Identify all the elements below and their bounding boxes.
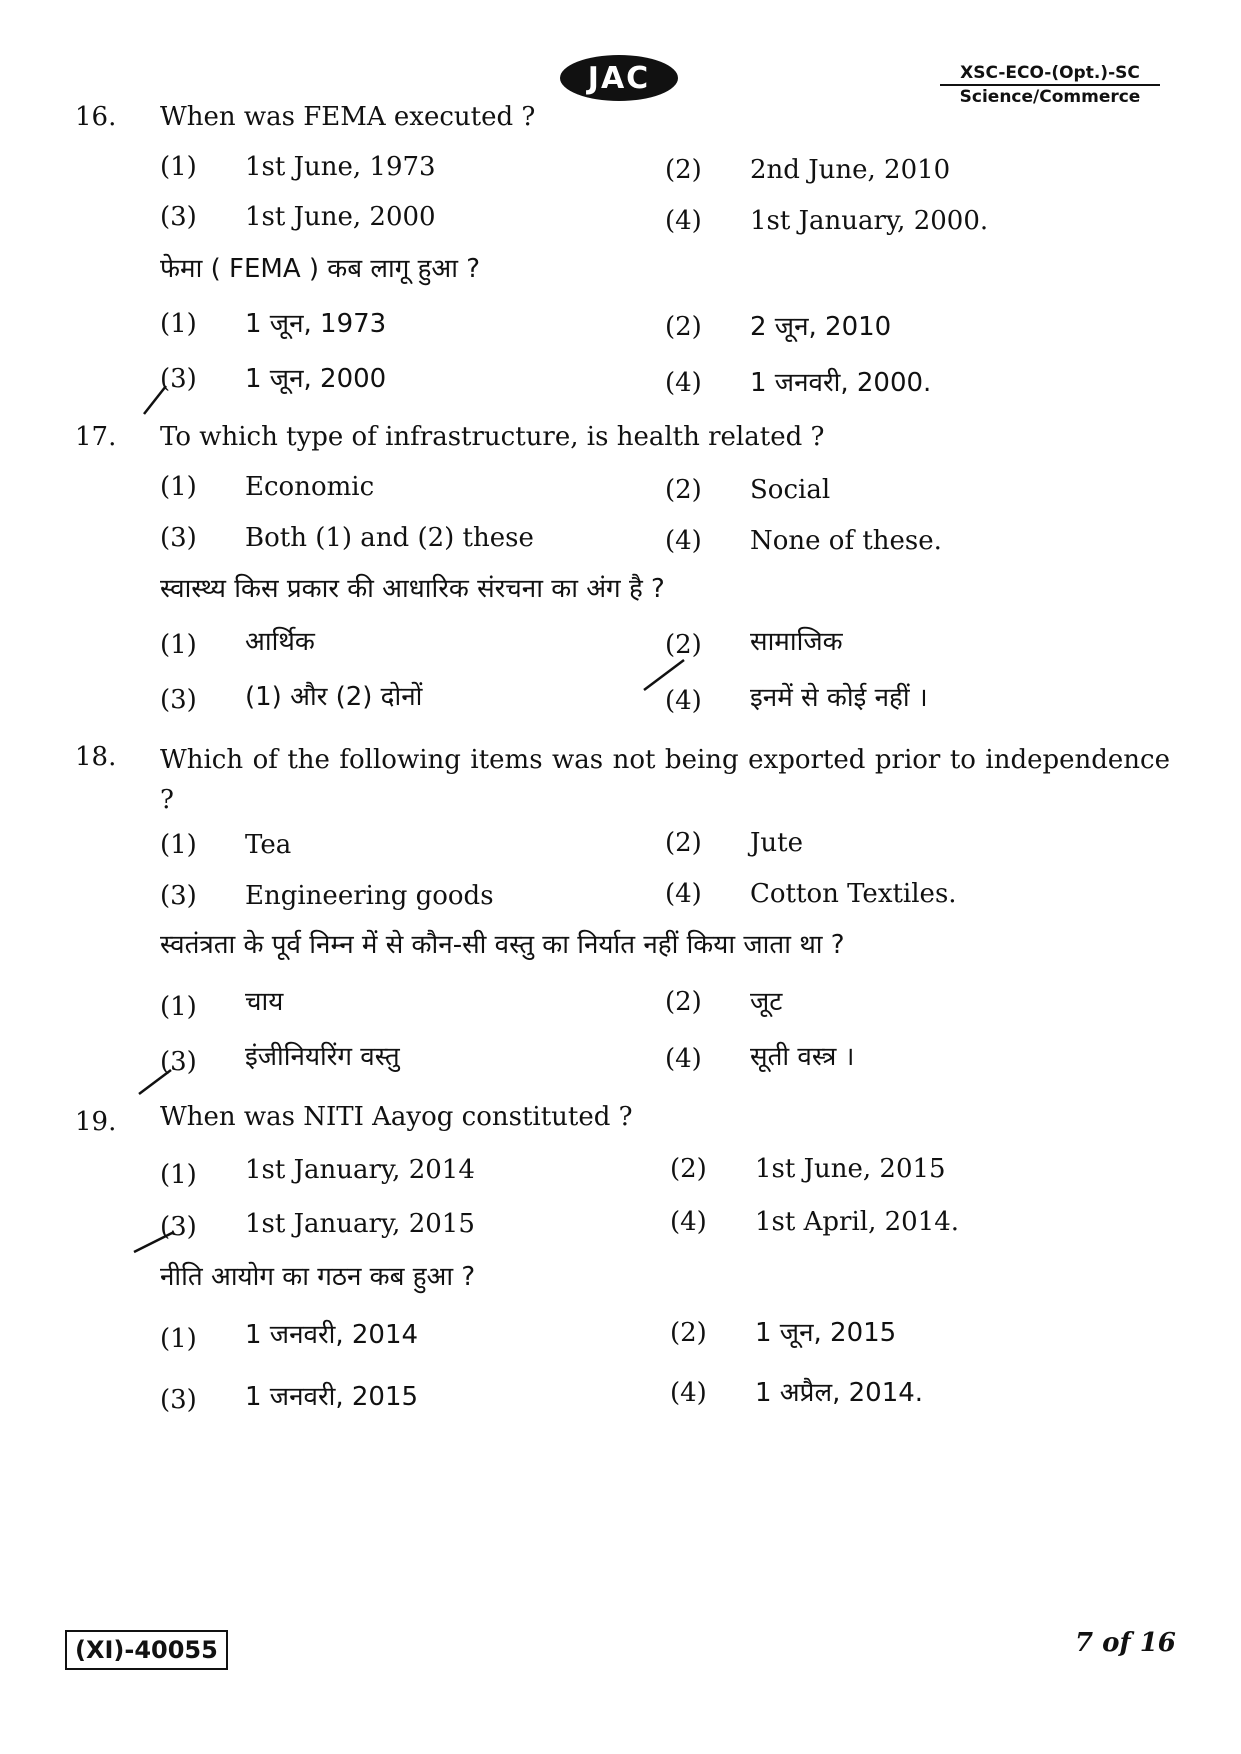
option-text: Cotton Textiles. [750, 879, 957, 909]
option-text-hi: 1 जून, 1973 [245, 309, 387, 339]
option-label: (1) [160, 992, 197, 1022]
option-label: (1) [160, 472, 197, 502]
option-text-hi: सामाजिक [750, 627, 843, 657]
option-text-hi: 1 जनवरी, 2015 [245, 1382, 419, 1412]
option-label: (1) [160, 152, 197, 182]
option-label: (3) [160, 523, 197, 553]
question-text-en: When was NITI Aayog constituted ? [160, 1102, 633, 1132]
question-text-en: Which of the following items was not being exported prior to independence ? [160, 745, 1170, 815]
question-text-en: To which type of infrastructure, is health related ? [160, 422, 825, 452]
option-label: (2) [665, 828, 702, 858]
question-text-hi: स्वास्थ्य किस प्रकार की आधारिक संरचना का अंग है ? [160, 574, 665, 604]
option-label: (3) [160, 1385, 197, 1415]
jac-logo: JAC [560, 55, 678, 101]
question-text-hi: फेमा ( FEMA ) कब लागू हुआ ? [160, 254, 481, 284]
option-text-hi: इंजीनियरिंग वस्तु [245, 1042, 400, 1072]
option-text: 1st January, 2015 [245, 1209, 475, 1239]
option-label: (3) [160, 1212, 197, 1242]
question-number: 18. [75, 742, 117, 772]
option-text-hi: जूट [750, 987, 783, 1017]
option-text: 1st June, 2000 [245, 202, 436, 232]
option-label: (4) [665, 1044, 702, 1074]
option-text-hi: 1 जनवरी, 2000. [750, 368, 932, 398]
option-text-hi: 2 जून, 2010 [750, 312, 892, 342]
option-label: (3) [160, 364, 197, 394]
option-label: (2) [665, 312, 702, 342]
option-text-hi: (1) और (2) दोनों [245, 682, 423, 712]
option-text-hi: आर्थिक [245, 627, 315, 657]
option-label: (3) [160, 881, 197, 911]
answer-tick-mark [135, 1058, 179, 1098]
answer-tick-mark [140, 378, 180, 418]
option-label: (4) [670, 1378, 707, 1408]
answer-tick-mark [130, 1222, 180, 1256]
option-label: (1) [160, 630, 197, 660]
option-text: 1st January, 2014 [245, 1155, 475, 1185]
option-label: (4) [665, 686, 702, 716]
option-text-hi: 1 जनवरी, 2014 [245, 1320, 419, 1350]
option-label: (1) [160, 1324, 197, 1354]
option-text: 1st June, 1973 [245, 152, 436, 182]
option-text-hi: इनमें से कोई नहीं । [750, 683, 928, 713]
option-label: (2) [670, 1318, 707, 1348]
option-label: (4) [665, 526, 702, 556]
question-text-hi: नीति आयोग का गठन कब हुआ ? [160, 1262, 476, 1292]
paper-code-block [940, 62, 1160, 108]
option-text-hi: 1 जून, 2015 [755, 1318, 897, 1348]
stream-label: Science/Commerce [959, 87, 1141, 107]
option-text: None of these. [750, 526, 942, 556]
option-label: (4) [665, 206, 702, 236]
question-number: 19. [75, 1107, 117, 1137]
option-label: (1) [160, 1160, 197, 1190]
question-number: 17. [75, 422, 117, 452]
option-label: (4) [665, 368, 702, 398]
option-text: Tea [245, 830, 292, 860]
paper-serial-code: (XI)-40055 [65, 1630, 228, 1670]
option-text: 1st January, 2000. [750, 206, 989, 236]
option-label: (2) [665, 475, 702, 505]
option-label: (1) [160, 830, 197, 860]
question-text-hi: स्वतंत्रता के पूर्व निम्न में से कौन-सी वस्तु का निर्यात नहीं किया जाता था ? [160, 930, 845, 960]
option-text: 2nd June, 2010 [750, 155, 951, 185]
question-number: 16. [75, 102, 117, 132]
option-text: Engineering goods [245, 881, 494, 911]
option-label: (4) [665, 879, 702, 909]
paper-code: XSC-ECO-(Opt.)-SC [940, 62, 1160, 86]
option-text: Social [750, 475, 831, 505]
option-label: (3) [160, 1047, 197, 1077]
page-number: 7 of 16 [1075, 1628, 1176, 1658]
option-text-hi: चाय [245, 987, 284, 1017]
option-label: (2) [670, 1154, 707, 1184]
option-text-hi: 1 जून, 2000 [245, 364, 387, 394]
option-text-hi: सूती वस्त्र । [750, 1042, 855, 1072]
option-label: (4) [670, 1207, 707, 1237]
option-text: 1st June, 2015 [755, 1154, 946, 1184]
option-text: Jute [750, 828, 804, 858]
question-text-en: When was FEMA executed ? [160, 102, 536, 132]
option-label: (2) [665, 987, 702, 1017]
option-text: Both (1) and (2) these [245, 523, 534, 553]
option-label: (2) [665, 155, 702, 185]
option-label: (3) [160, 685, 197, 715]
option-label: (2) [665, 630, 702, 660]
option-text: 1st April, 2014. [755, 1207, 960, 1237]
option-label: (3) [160, 202, 197, 232]
option-label: (1) [160, 309, 197, 339]
option-text-hi: 1 अप्रैल, 2014. [755, 1378, 924, 1408]
option-text: Economic [245, 472, 375, 502]
